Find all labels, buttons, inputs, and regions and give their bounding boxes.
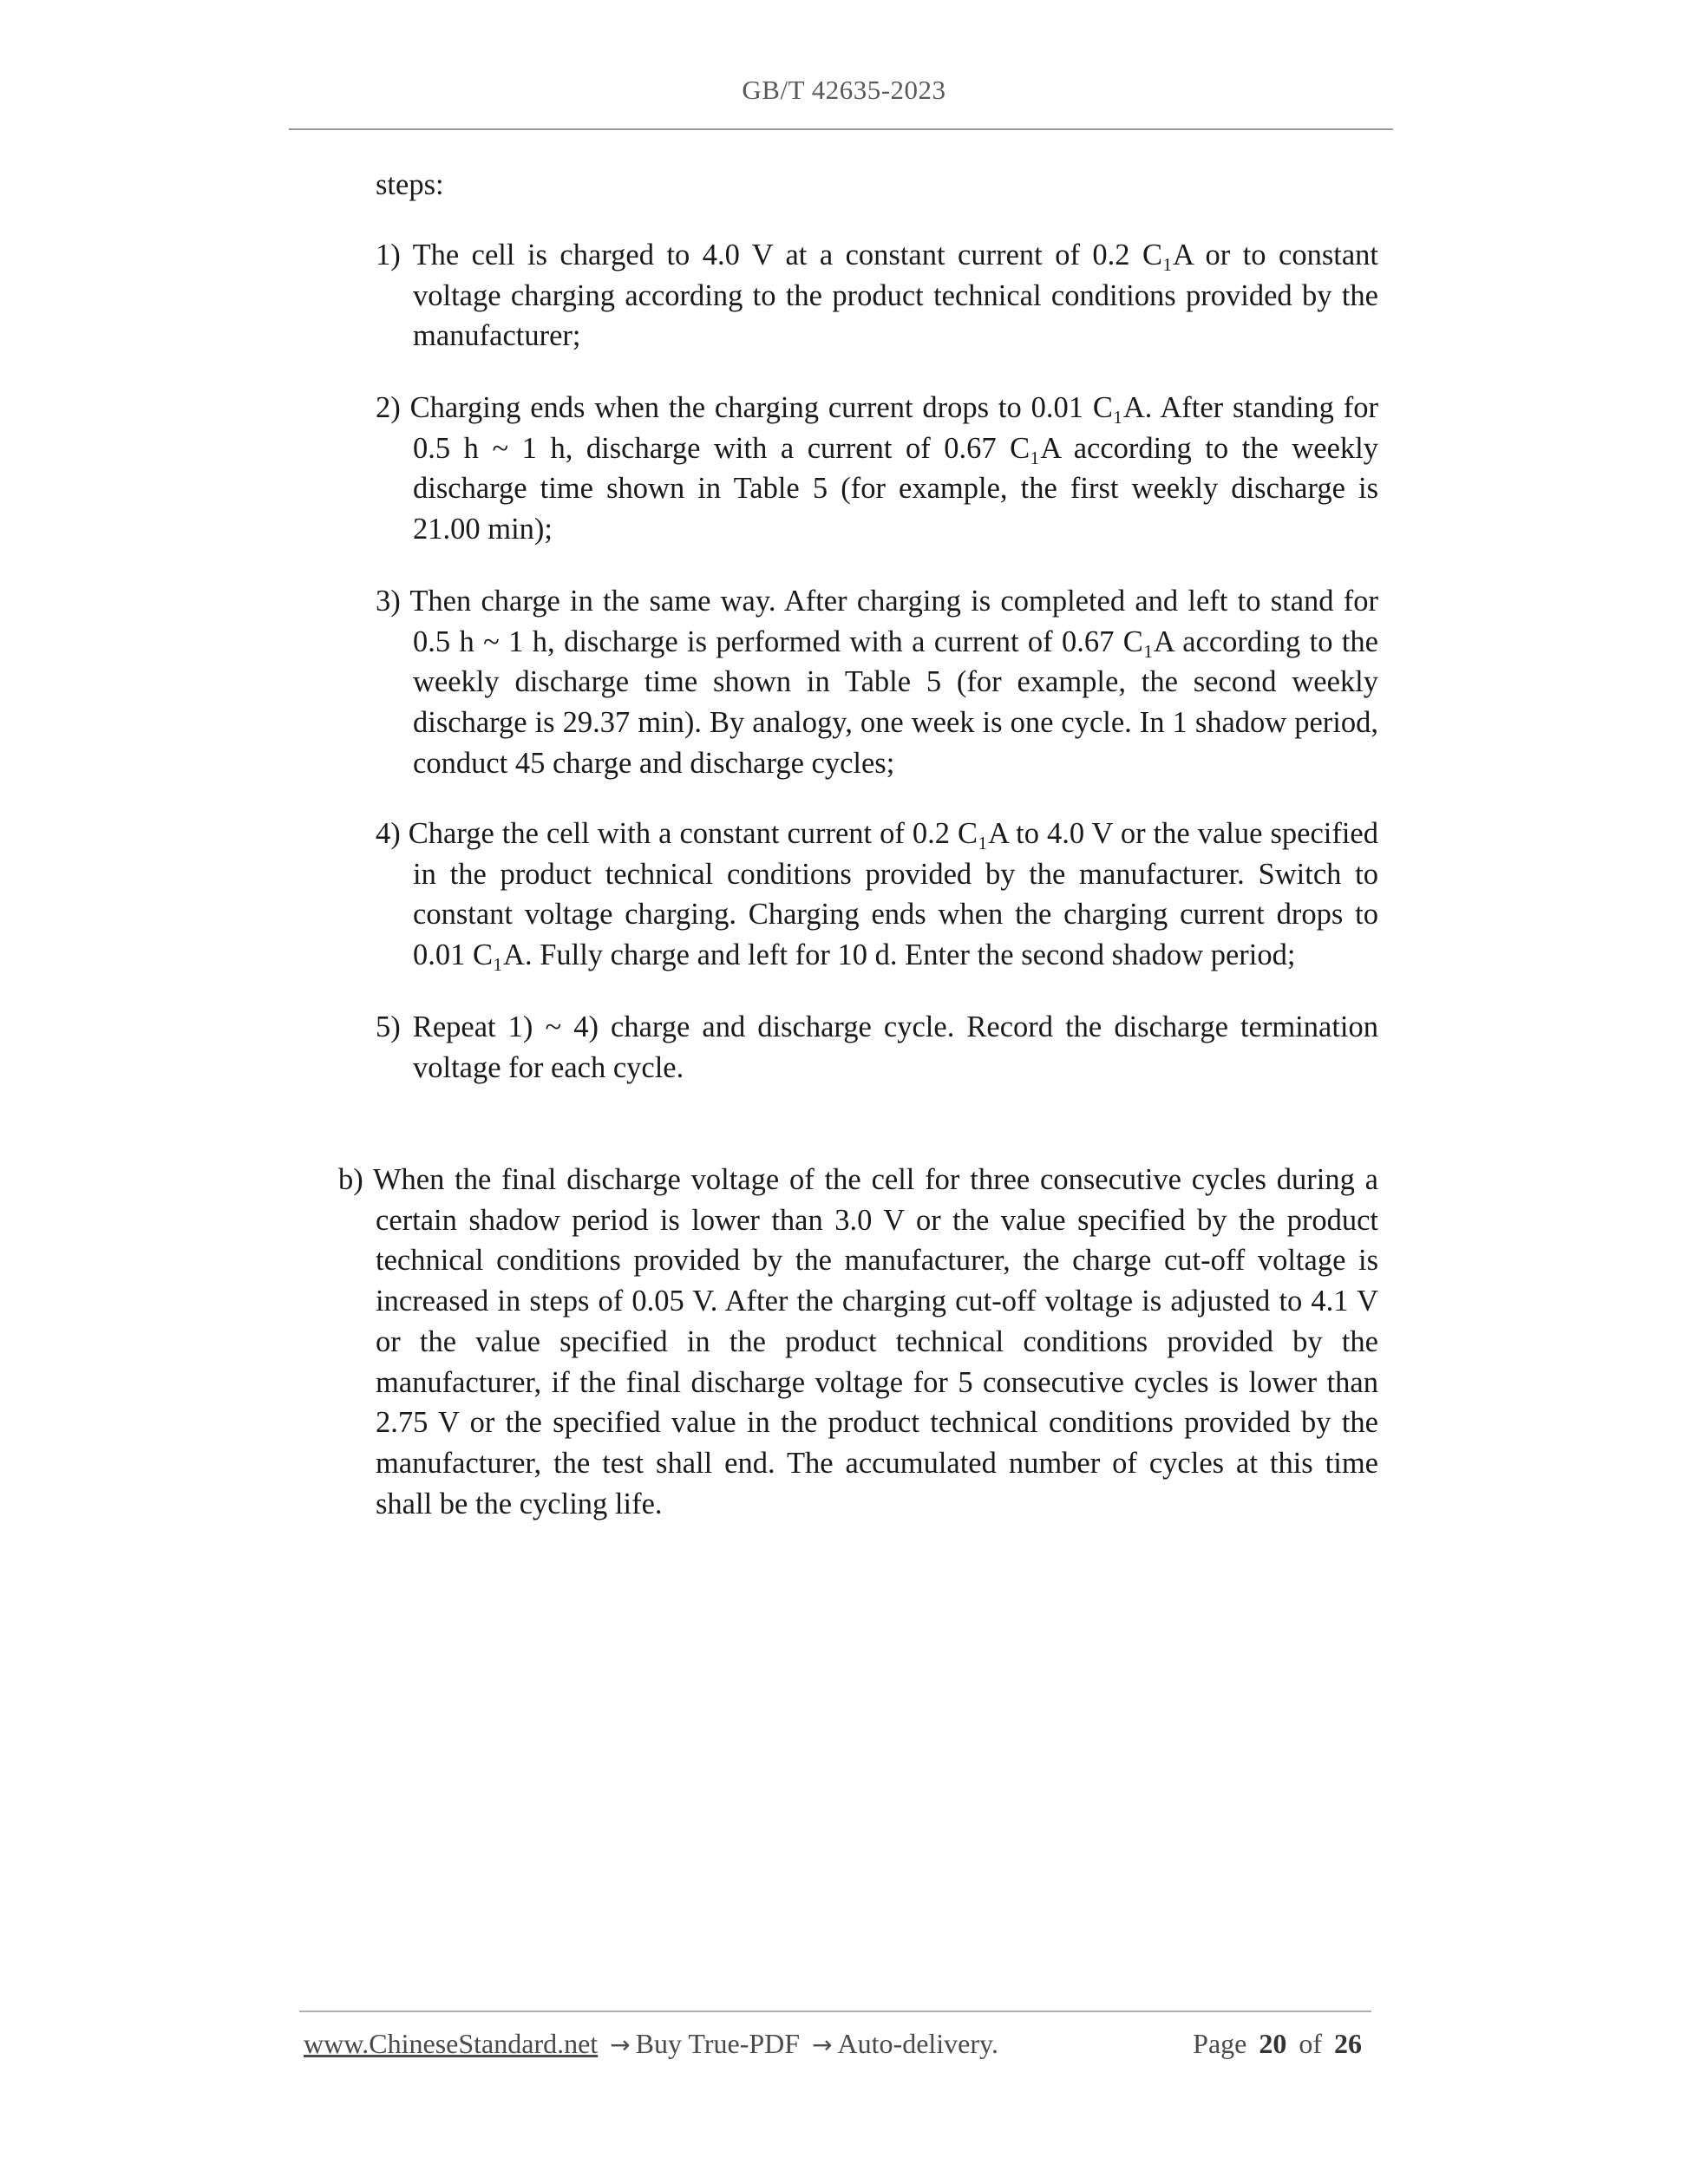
header-divider xyxy=(289,128,1393,130)
buy-true-pdf-text: Buy True-PDF xyxy=(635,2028,801,2059)
footer-promo xyxy=(304,2028,998,2060)
arrow-right-icon: → xyxy=(812,2030,833,2059)
current-page-number: 20 xyxy=(1259,2028,1287,2059)
paragraph-b: b) When the final discharge voltage of the cell for three consecutive cycles during a certain shadow period is lower than 3.0 V or the value specified by the product technical conditions provided by the manufacturer, the charge cut-off voltage is increased in steps of 0.05 V. After the charging cut-off voltage is adjusted to 4.1 V or the value specified in the product technical conditions provided by the manufacturer, if the final discharge voltage for 5 consecutive cycles is lower than 2.75 V or the specified value in the product technical conditions provided by the manufacturer, the test shall end. The accumulated number of cycles at this time shall be the cycling life. xyxy=(338,1163,1378,1520)
auto-delivery-text: Auto-delivery. xyxy=(837,2028,998,2059)
step-item-2: 2) Charging ends when the charging current drops to 0.01 C₁A. After standing for 0.5 h ~ 1 h, discharge with a current of 0.67 C₁A according to the weekly discharge time shown in Table 5 (for example, the first weekly discharge is 21.00 min); xyxy=(376,391,1378,546)
footer-divider xyxy=(299,2011,1371,2012)
step-item-5: 5) Repeat 1) ~ 4) charge and discharge cycle. Record the discharge termination voltage for each cycle. xyxy=(376,1010,1378,1084)
chinesestandard-link[interactable]: www.ChineseStandard.net xyxy=(304,2028,599,2059)
step-item-4: 4) Charge the cell with a constant current of 0.2 C₁A to 4.0 V or the value specified in the product technical conditions provided by the manufacturer. Switch to constant voltage charging. Charging ends when the charging current drops to 0.01 C₁A. Fully charge and left for 10 d. Enter the second shadow period; xyxy=(376,817,1378,972)
page-label: Page xyxy=(1193,2028,1247,2059)
of-label: of xyxy=(1299,2028,1322,2059)
page-footer xyxy=(304,2028,1367,2066)
total-pages-number: 26 xyxy=(1334,2028,1362,2059)
document-header-title: GB/T 42635-2023 xyxy=(742,75,946,105)
step-item-1: 1) The cell is charged to 4.0 V at a constant current of 0.2 C₁A or to constant voltage charging according to the product technical conditions provided by the manufacturer; xyxy=(376,239,1378,353)
steps-lead-text: steps: xyxy=(376,168,444,201)
step-item-3: 3) Then charge in the same way. After charging is completed and left to stand for 0.5 h ~ 1 h, discharge is performed with a current of 0.67 C₁A according to the weekly discharge time shown in Table 5 (for example, the second weekly discharge is 29.37 min). By analogy, one week is one cycle. In 1 shadow period, conduct 45 charge and discharge cycles; xyxy=(376,585,1378,780)
arrow-right-icon: → xyxy=(610,2030,631,2059)
page-indicator xyxy=(1193,2028,1367,2060)
